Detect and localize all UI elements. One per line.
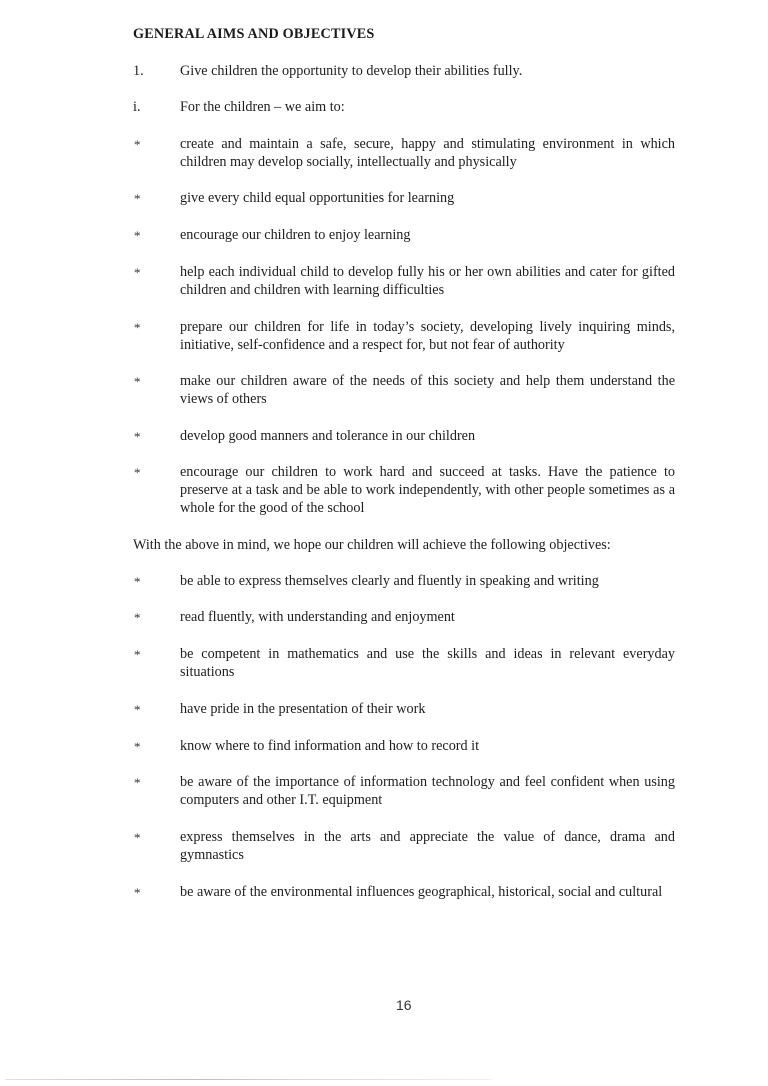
- objective-text: have pride in the presentation of their work: [180, 701, 426, 717]
- objectives-intro: With the above in mind, we hope our children will achieve the following objectives:: [133, 537, 611, 553]
- bullet-asterisk-icon: *: [134, 739, 141, 754]
- objective-text: express themselves in the arts and appreciate the value of dance, drama and gymnastics: [180, 829, 675, 863]
- aim-text: prepare our children for life in today’s society, developing lively inquiring minds, initiative, self-confidence and a respect for, but not fear of authority: [180, 319, 675, 353]
- bullet-asterisk-icon: *: [134, 465, 141, 480]
- bullet-asterisk-icon: *: [134, 374, 141, 389]
- item-number: 1.: [133, 63, 144, 79]
- bullet-asterisk-icon: *: [134, 228, 141, 243]
- page-number: 16: [396, 997, 412, 1013]
- bullet-asterisk-icon: *: [134, 191, 141, 206]
- scan-edge-divider: [5, 1079, 491, 1080]
- objective-text: be aware of the environmental influences geographical, historical, social and cultural: [180, 884, 663, 900]
- bullet-asterisk-icon: *: [134, 137, 141, 152]
- subsection-number: i.: [133, 99, 141, 115]
- objective-text: be competent in mathematics and use the skills and ideas in relevant everyday situations: [180, 646, 675, 680]
- bullet-asterisk-icon: *: [134, 702, 141, 717]
- bullet-asterisk-icon: *: [134, 775, 141, 790]
- objective-text: be aware of the importance of information technology and feel confident when using computers and other I.T. equipment: [180, 774, 675, 808]
- bullet-asterisk-icon: *: [134, 647, 141, 662]
- aim-text: help each individual child to develop fully his or her own abilities and cater for gifted children and children with learning difficulties: [180, 264, 675, 298]
- section-heading: GENERAL AIMS AND OBJECTIVES: [133, 26, 375, 42]
- aim-text: create and maintain a safe, secure, happy and stimulating environment in which children may develop socially, intellectually and physically: [180, 136, 675, 170]
- aim-text: develop good manners and tolerance in our children: [180, 428, 476, 444]
- objective-text: read fluently, with understanding and enjoyment: [180, 609, 455, 625]
- objective-text: be able to express themselves clearly and fluently in speaking and writing: [180, 573, 599, 589]
- bullet-asterisk-icon: *: [134, 830, 141, 845]
- bullet-asterisk-icon: *: [134, 574, 141, 589]
- aim-text: make our children aware of the needs of this society and help them understand the views of others: [180, 373, 675, 407]
- item-text: Give children the opportunity to develop their abilities fully.: [180, 63, 523, 79]
- bullet-asterisk-icon: *: [134, 885, 141, 900]
- bullet-asterisk-icon: *: [134, 320, 141, 335]
- bullet-asterisk-icon: *: [134, 265, 141, 280]
- aim-text: give every child equal opportunities for learning: [180, 190, 455, 206]
- aim-text: encourage our children to enjoy learning: [180, 227, 411, 243]
- subsection-text: For the children – we aim to:: [180, 99, 345, 115]
- aim-text: encourage our children to work hard and succeed at tasks. Have the patience to preserve at a task and be able to work independently, with other people sometimes as a whole for the good of the school: [180, 464, 675, 516]
- objective-text: know where to find information and how to record it: [180, 738, 480, 754]
- bullet-asterisk-icon: *: [134, 610, 141, 625]
- bullet-asterisk-icon: *: [134, 429, 141, 444]
